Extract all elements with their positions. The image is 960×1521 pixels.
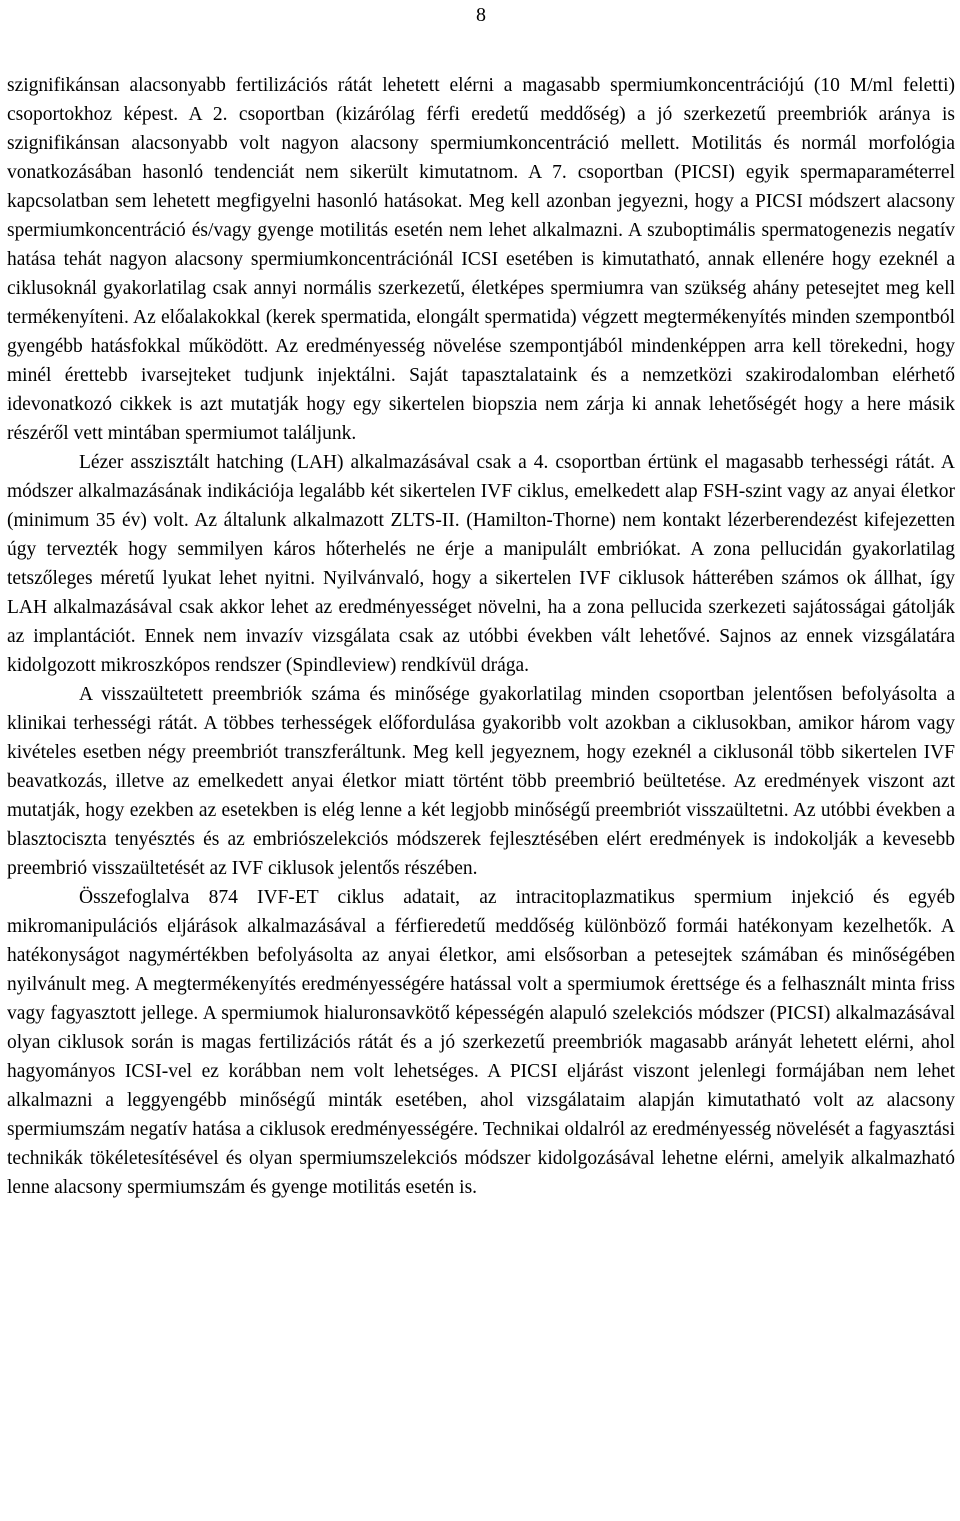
paragraph-continuation: szignifikánsan alacsonyabb fertilizációs rátát lehetett elérni a magasabb spermiumkoncentrációjú (10 M/ml feletti) csoportokhoz képest. A 2. csoportban (kizárólag férfi eredetű meddőség) a jó szerkezetű preembriók aránya is szignifikánsan alacsonyabb volt nagyon alacsony spermiumkoncentráció mellett. Motilitás és normál morfológia vonatkozásában hasonló tendenciát nem sikerült kimutatnom. A 7. csoportban (PICSI) egyik spermaparaméterrel kapcsolatban sem lehetett megfigyelni hasonló hatásokat. Meg kell azonban jegyezni, hogy a PICSI módszert alacsony spermiumkoncentráció és/vagy gyenge motilitás esetén nem lehet alkalmazni. A szuboptimális spermatogenezis negatív hatása tehát nagyon alacsony spermiumkoncentrációnál ICSI esetében is kimutatható, annak ellenére hogy ezeknél a ciklusoknál gyakorlatilag csak annyi normális szerkezetű, életképes spermiumra van szükség ahány petesejtet meg kell termékenyíteni. Az előalakokkal (kerek spermatida, elongált spermatida) végzett megtermékenyítés minden szempontból gyengébb hatásfokkal működött. Az eredményesség növelése szempontjából mindenképpen arra kell törekedni, hogy minél érettebb ivarsejteket tudjunk injektálni. Saját tapasztalataink és a nemzetközi szakirodalomban elérhető idevonatkozó cikkek is azt mutatják hogy egy sikertelen biopszia nem zárja ki annak lehetőségét hogy a here másik részéről vett mintában spermiumot találjunk. — [7, 75, 955, 444]
paragraph-summary: Összefoglalva 874 IVF-ET ciklus adatait, az intracitoplazmatikus spermium injekció és egyéb mikromanipulációs eljárások alkalmazásával a férfieredetű meddőség különböző formái hatékonyam kezelhetők. A hatékonyságot nagymértékben befolyásolta az anyai életkor, ami elsősorban a petesejtek számában és minőségében nyilvánult meg. A megtermékenyítés eredményességére hatással volt a spermiumok érettsége és a felhasznált minta friss vagy fagyasztott jellege. A spermiumok hialuronsavkötő képességén alapuló szelekciós módszer (PICSI) alkalmazásával olyan ciklusok során is magas fertilizációs rátát és a jó szerkezetű preembriók magasabb arányát lehetett elérni, ahol hagyományos ICSI-vel ez korábban nem volt lehetséges. A PICSI eljárást viszont jelenlegi formájában nem lehet alkalmazni a leggyengébb minőségű minták esetében, ahol vizsgálataim alapján kimutatható volt az alacsony spermiumszám negatív hatása a ciklusok eredményességére. Technikai oldalról az eredményesség növelését a fagyasztási technikák tökéletesítésével és olyan spermiumszelekciós módszer kidolgozásával lehetne elérni, amelyik alkalmazható lenne alacsony spermiumszám és gyenge motilitás esetén is. — [7, 887, 955, 1198]
paragraph-laser-hatching: Lézer asszisztált hatching (LAH) alkalmazásával csak a 4. csoportban értünk el magasabb terhességi rátát. A módszer alkalmazásának indikációja legalább két sikertelen IVF ciklus, emelkedett alap FSH-szint vagy az anyai életkor (minimum 35 év) volt. Az általunk alkalmazott ZLTS-II. (Hamilton-Thorne) nem kontakt lézerberendezést kifejezetten úgy tervezték hogy semmilyen káros hőterhelés ne érje a manipulált embriókat. A zona pellucidán gyakorlatilag tetszőleges méretű lyukat lehet nyitni. Nyilvánvaló, hogy a sikertelen IVF ciklusok hátterében számos ok állhat, így LAH alkalmazásával csak akkor lehet az eredményességet növelni, ha a zona pellucida szerkezeti sajátosságai gátolják az implantációt. Ennek nem invazív vizsgálata csak az utóbbi években vált lehetővé. Sajnos az ennek vizsgálatára kidolgozott mikroszkópos rendszer (Spindleview) rendkívül drága. — [7, 452, 955, 676]
paragraph-preembryo-transfer: A visszaültetett preembriók száma és minősége gyakorlatilag minden csoportban jelentősen befolyásolta a klinikai terhességi rátát. A többes terhességek előfordulása gyakoribb volt azokban a ciklusokban, amikor három vagy kivételes esetben négy preembriót transzferáltunk. Meg kell jegyeznem, hogy ezeknél a ciklusonál több sikertelen IVF beavatkozás, illetve az emelkedett anyai életkor miatt történt több preembrió beültetése. Az eredmények viszont azt mutatják, hogy ezekben az esetekben is elég lenne a két legjobb minőségű preembriót visszaültetni. Az utóbbi években a blasztociszta tenyésztés és az embriószelekciós módszerek fejlesztésében elért eredmények is indokolják a kevesebb preembrió visszaültetését az IVF ciklusok jelentős részében. — [7, 684, 955, 879]
body-text — [7, 71, 955, 1202]
page-number: 8 — [476, 4, 486, 26]
